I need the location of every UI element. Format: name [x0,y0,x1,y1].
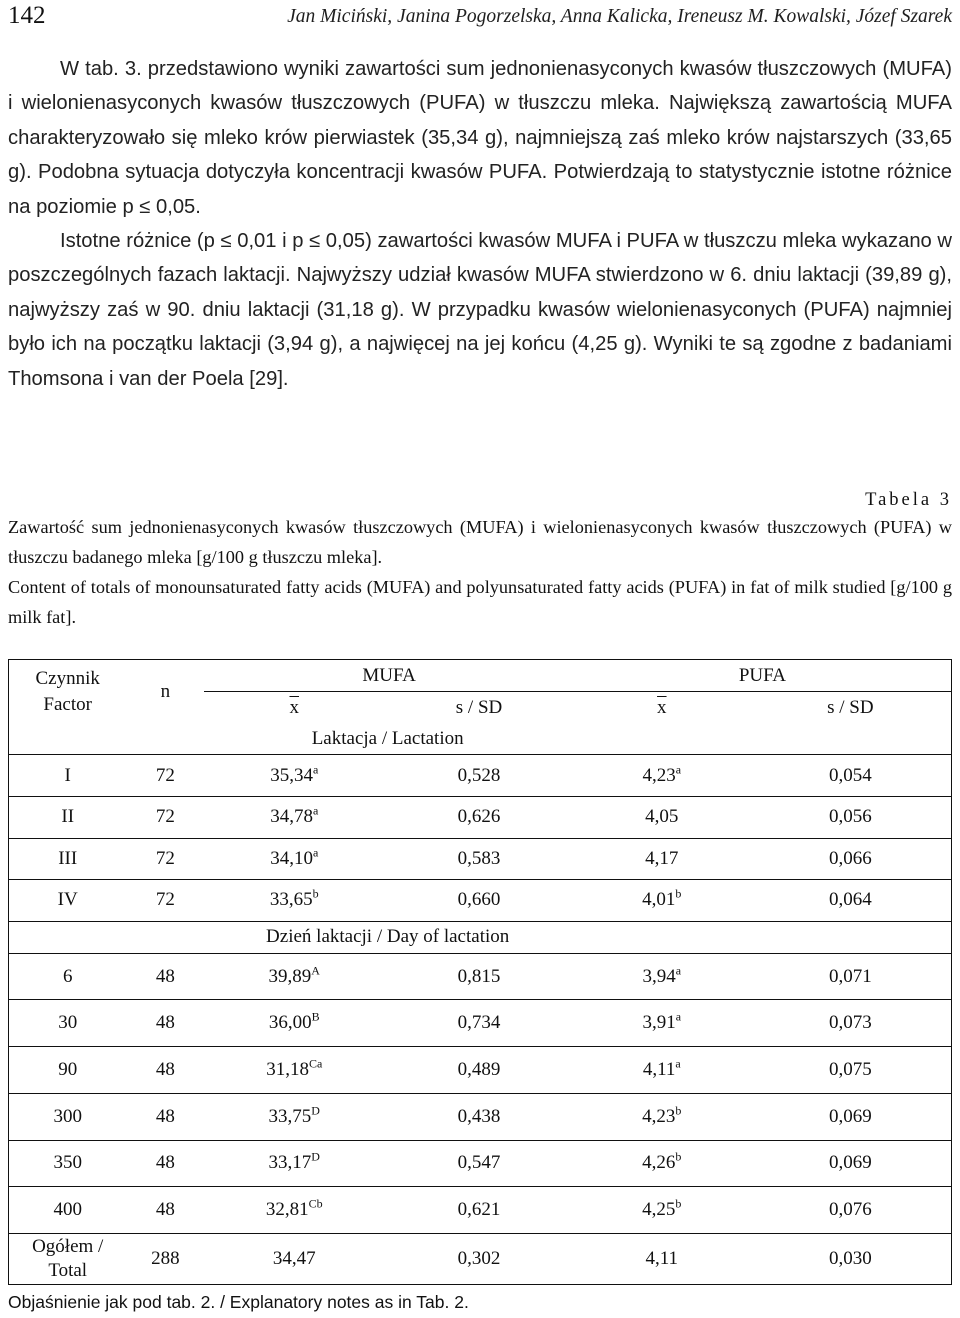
significance-superscript: a [675,762,682,777]
cell-pufa-sd: 0,069 [750,1140,952,1187]
cell-mufa-sd: 0,302 [384,1234,574,1285]
table-row [9,797,952,839]
header-pufa: PUFA [574,660,952,692]
table-header-row [9,660,952,692]
header-n: n [126,660,204,724]
table-row [9,1140,952,1187]
cell-n: 72 [126,797,204,839]
significance-superscript: D [311,1103,320,1118]
data-table [8,659,952,1285]
table-row [9,1093,952,1140]
table-total-row [9,1234,952,1285]
header-pufa-sd: s / SD [750,692,952,724]
cell-value: 4,01 [642,889,676,911]
cell-n: 48 [126,1047,204,1094]
cell-factor: I [9,755,127,797]
cell-n: 72 [126,880,204,922]
cell-n: 48 [126,1000,204,1047]
cell-value: 33,65 [269,889,313,911]
table-row [9,1000,952,1047]
cell-pufa-sd: 0,064 [750,880,952,922]
significance-superscript: D [311,1150,320,1165]
group-row-lactation [9,723,952,755]
header-factor-pl: Czynnik [35,667,100,689]
cell-value: 4,11 [642,1059,676,1081]
running-head-authors: Jan Miciński, Janina Pogorzelska, Anna Kalicka, Ireneusz M. Kowalski, Józef Szarek [287,6,952,27]
cell-pufa-sd: 0,076 [750,1187,952,1234]
significance-superscript: b [675,1150,682,1165]
table-row [9,953,952,1000]
header-factor [9,660,127,724]
group-label-lactation: Laktacja / Lactation [204,723,951,755]
header-mufa-mean: $\overline{x}$ [289,696,299,718]
cell-pufa-mean [574,1047,750,1094]
cell-mufa-mean [204,1140,384,1187]
cell-pufa-mean [574,1000,750,1047]
cell-factor: 400 [9,1187,127,1234]
significance-superscript: Cb [308,1196,323,1211]
cell-factor: IV [9,880,127,922]
significance-superscript: b [675,1196,682,1211]
cell-pufa-mean [574,755,750,797]
significance-superscript: a [675,1056,681,1071]
cell-n: 48 [126,1140,204,1187]
cell-mufa-mean [204,880,384,922]
cell-value: 31,18 [266,1059,309,1081]
cell-mufa-sd: 0,438 [384,1093,574,1140]
cell-mufa-sd: 0,734 [384,1000,574,1047]
cell-factor: II [9,797,127,839]
table-footnote: Objaśnienie jak pod tab. 2. / Explanatory notes as in Tab. 2. [8,1292,469,1312]
cell-pufa-sd: 0,056 [750,797,952,839]
page-header [8,2,952,36]
cell-factor: 300 [9,1093,127,1140]
cell-pufa-sd: 0,071 [750,953,952,1000]
group-row-day [9,921,952,953]
cell-pufa-sd: 0,054 [750,755,952,797]
significance-superscript: a [312,762,319,777]
table-label: Tabela 3 [865,490,952,510]
cell-value: 4,26 [642,1152,676,1174]
group-label-day: Dzień laktacji / Day of lactation [204,921,951,953]
cell-factor: 350 [9,1140,127,1187]
cell-n: 72 [126,755,204,797]
cell-mufa-sd: 0,815 [384,953,574,1000]
cell-pufa-sd: 0,073 [750,1000,952,1047]
cell-value: 3,94 [642,965,676,987]
cell-pufa-mean [574,1187,750,1234]
significance-superscript: A [311,963,320,978]
table-caption-polish: Zawartość sum jednonienasyconych kwasów tłuszczowych (MUFA) i wielonienasyconych kwasów tłuszczowych (PUFA) w tłuszczu badanego mleka [g/100 g tłuszczu mleka]. [8,517,952,567]
cell-mufa-sd: 0,528 [384,755,574,797]
cell-mufa-mean [204,1093,384,1140]
table-row [9,880,952,922]
significance-superscript: b [312,886,319,901]
cell-mufa-mean [204,755,384,797]
cell-value: 32,81 [265,1199,309,1221]
cell-value: 36,00 [268,1012,312,1034]
cell-factor: III [9,838,127,880]
header-mufa: MUFA [204,660,574,692]
cell-value: 33,17 [268,1152,312,1174]
cell-mufa-mean: 34,47 [204,1234,384,1285]
cell-pufa-mean [574,1093,750,1140]
header-pufa-mean: $\overline{x}$ [657,696,667,718]
cell-mufa-sd: 0,621 [384,1187,574,1234]
significance-superscript: Ca [308,1056,323,1071]
cell-pufa-mean [574,1140,750,1187]
significance-superscript: b [675,1103,682,1118]
cell-value: 35,34 [270,764,313,786]
paragraph: Istotne różnice (p ≤ 0,01 i p ≤ 0,05) zawartości kwasów MUFA i PUFA w tłuszczu mleka wykazano w poszczególnych fazach laktacji. Najwyższy udział kwasów MUFA stwierdzono w 6. dniu laktacji (39,89 g), najwyższy zaś w 90. dniu laktacji (31,18 g). W przypadku kwasów wielonienasyconych (PUFA) najmniej było ich na początku laktacji (3,94 g), a najwięcej na jej końcu (4,25 g). Wyniki te są zgodne z badaniami Thomsona i van der Poela [29]. [8,230,952,390]
cell-pufa-sd: 0,030 [750,1234,952,1285]
cell-pufa-mean [574,797,750,839]
cell-factor: 90 [9,1047,127,1094]
cell-mufa-mean [204,1187,384,1234]
body-text [8,52,952,396]
cell-mufa-mean [204,838,384,880]
cell-n: 72 [126,838,204,880]
page-number: 142 [8,2,46,29]
cell-value: 33,75 [268,1105,312,1127]
header-factor-en: Factor [43,693,92,715]
header-mufa-sd: s / SD [455,696,503,718]
cell-mufa-sd: 0,583 [384,838,574,880]
cell-value: 4,05 [645,806,679,828]
cell-mufa-sd: 0,547 [384,1140,574,1187]
cell-value: 39,89 [268,965,312,987]
significance-superscript: a [675,1009,682,1024]
cell-factor: 6 [9,953,127,1000]
cell-value: 4,25 [642,1199,676,1221]
significance-superscript: a [675,963,682,978]
table-row [9,1187,952,1234]
cell-value: 3,91 [642,1012,676,1034]
cell-value: 34,10 [270,847,313,869]
cell-mufa-mean [204,953,384,1000]
cell-pufa-mean [574,880,750,922]
significance-superscript: B [311,1009,320,1024]
cell-value: 34,78 [270,806,313,828]
significance-superscript: a [312,803,319,818]
cell-pufa-sd: 0,075 [750,1047,952,1094]
cell-n: 288 [126,1234,204,1285]
table-row [9,838,952,880]
table-row [9,1047,952,1094]
paragraph: W tab. 3. przedstawiono wyniki zawartości sum jednonienasyconych kwasów tłuszczowych (MUFA) i wielonienasyconych kwasów tłuszczowych (PUFA) w tłuszczu mleka. Największą zawartością MUFA charakteryzowało się mleko krów pierwiastek (35,34 g), najmniejszą zaś mleko krów najstarszych (33,65 g). Podobna sytuacja dotyczyła koncentracji kwasów PUFA. Potwierdzają to statystycznie istotne różnice na poziomie p ≤ 0,05. [8,58,952,218]
cell-mufa-mean [204,1000,384,1047]
cell-value: 4,17 [645,847,679,869]
cell-n: 48 [126,1187,204,1234]
cell-n: 48 [126,953,204,1000]
cell-factor: Ogółem / Total [9,1234,127,1285]
cell-mufa-sd: 0,626 [384,797,574,839]
cell-value: 4,23 [642,764,676,786]
table-caption-english: Content of totals of monounsaturated fatty acids (MUFA) and polyunsaturated fatty acids (PUFA) in fat of milk studied [g/100 g milk fat]. [8,577,952,627]
cell-pufa-sd: 0,069 [750,1093,952,1140]
cell-value: 4,23 [642,1105,676,1127]
significance-superscript: b [675,886,682,901]
cell-mufa-sd: 0,489 [384,1047,574,1094]
cell-n: 48 [126,1093,204,1140]
cell-pufa-sd: 0,066 [750,838,952,880]
table-row [9,755,952,797]
cell-pufa-mean [574,838,750,880]
cell-mufa-sd: 0,660 [384,880,574,922]
cell-pufa-mean: 4,11 [574,1234,750,1285]
significance-superscript: a [312,845,319,860]
cell-factor: 30 [9,1000,127,1047]
cell-pufa-mean [574,953,750,1000]
cell-mufa-mean [204,1047,384,1094]
cell-mufa-mean [204,797,384,839]
